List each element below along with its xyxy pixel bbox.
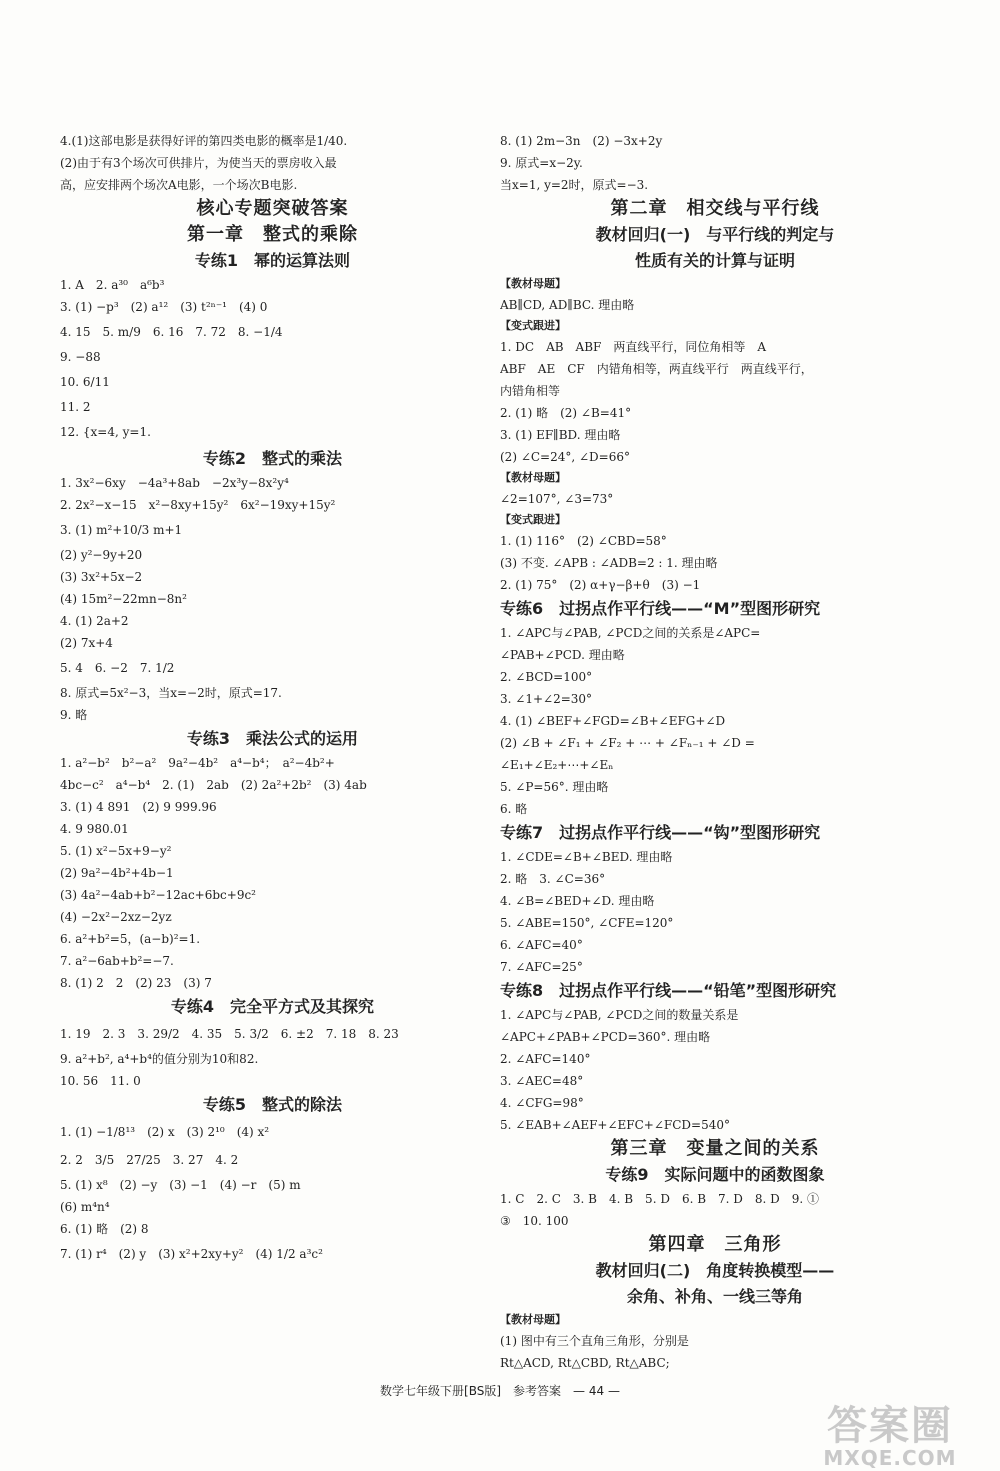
answer-line: 12. {x=4, y=1. [60, 425, 151, 439]
answer-line: 8. (1) 2m−3n (2) −3x+2y [500, 134, 663, 148]
answer-line: ∠2=107°, ∠3=73° [500, 492, 614, 506]
answer-line: 3. (1) m²+10/3 m+1 [60, 523, 183, 537]
answer-line: 1. DC AB ABF 两直线平行，同位角相等 A [500, 340, 767, 354]
answer-line: 4. ∠CFG=98° [500, 1096, 584, 1110]
answer-line: 1. 19 2. 3 3. 29/2 4. 35 5. 3/2 6. ±2 7. 18 8. 23 [60, 1027, 399, 1041]
answer-line: 6. a²+b²=5，(a−b)²=1. [60, 932, 201, 946]
answer-line: (3) 不变. ∠APB : ∠ADB=2 : 1. 理由略 [500, 556, 718, 570]
answer-line: ABF AE CF 内错角相等，两直线平行 两直线平行， [500, 362, 813, 376]
answer-line: ③ 10. 100 [500, 1214, 569, 1228]
answer-line: 当x=1, y=2时，原式=−3. [500, 178, 649, 192]
section-heading: 第四章 三角形 [648, 1234, 782, 1255]
answer-line: (1) 图中有三个直角三角形，分别是 [500, 1334, 689, 1348]
answer-line: (2) 7x+4 [60, 636, 113, 650]
section-heading: 专练1 幂的运算法则 [194, 251, 351, 270]
answer-line: 3. ∠1+∠2=30° [500, 692, 593, 706]
answer-line: 5. (1) x²−5x+9−y² [60, 844, 172, 858]
answer-line: (2) y²−9y+20 [60, 548, 143, 562]
page-footer: 数学七年级下册[BS版] 参考答案 — 44 — [380, 1384, 620, 1398]
answer-line: 2. 2x²−x−15 x²−8xy+15y² 6x²−19xy+15y² [60, 498, 336, 512]
answer-line: 高，应安排两个场次A电影，一个场次B电影. [60, 178, 298, 192]
answer-line: AB∥CD, AD∥BC. 理由略 [500, 298, 635, 312]
left-answer-column [60, 130, 485, 1268]
answer-line: 8. (1) 2 2 (2) 23 (3) 7 [60, 976, 212, 990]
answer-line: Rt△ACD, Rt△CBD, Rt△ABC; [500, 1356, 670, 1370]
answer-line: (4) −2x²−2xz−2yz [60, 910, 172, 924]
answer-line: 2. (1) 略 (2) ∠B=41° [500, 406, 632, 420]
watermark-en: MXQE.COM [823, 1446, 957, 1470]
section-heading: 第一章 整式的乘除 [187, 224, 358, 245]
answer-line: 8. 原式=5x²−3，当x=−2时，原式=17. [60, 686, 282, 700]
answer-line: 3. (1) −p³ (2) a¹² (3) t²ⁿ⁻¹ (4) 0 [60, 300, 268, 314]
answer-line: 4.(1)这部电影是获得好评的第四类电影的概率是1/40. [60, 134, 348, 148]
right-answer-column [500, 130, 930, 1374]
answer-line: 6. ∠AFC=40° [500, 938, 583, 952]
answer-line: 11. 2 [60, 400, 91, 414]
section-heading: 余角、补角、一线三等角 [626, 1287, 803, 1306]
section-heading: 专练4 完全平方式及其探究 [170, 997, 375, 1016]
answer-line: 1. a²−b² b²−a² 9a²−4b² a⁴−b⁴； a²−4b²+ [60, 756, 335, 770]
answer-line: 2. (1) 75° (2) α+γ−β+θ (3) −1 [500, 578, 701, 592]
answer-line: (2)由于有3个场次可供排片，为使当天的票房收入最 [60, 156, 337, 170]
section-heading: 专练7 过拐点作平行线——“钩”型图形研究 [500, 823, 821, 842]
answer-line: 4. 15 5. m/9 6. 16 7. 72 8. −1/4 [60, 325, 283, 339]
answer-line: 4. ∠B=∠BED+∠D. 理由略 [500, 894, 655, 908]
answer-line: 5. (1) x⁸ (2) −y (3) −1 (4) −r (5) m [60, 1178, 301, 1192]
answer-line: 1. 3x²−6xy −4a³+8ab −2x³y−8x²y⁴ [60, 476, 289, 490]
answer-line: (6) m⁴n⁴ [60, 1200, 110, 1214]
answer-line: 6. 略 [500, 802, 528, 816]
section-heading: 教材回归(二) 角度转换模型—— [595, 1261, 835, 1280]
answer-line: 1. (1) −1/8¹³ (2) x (3) 2¹⁰ (4) x² [60, 1125, 270, 1139]
answer-line: 7. a²−6ab+b²=−7. [60, 954, 174, 968]
answer-line: 2. ∠AFC=140° [500, 1052, 591, 1066]
answer-line: 7. (1) r⁴ (2) y (3) x²+2xy+y² (4) 1/2 a³c² [60, 1247, 323, 1261]
section-heading: 专练9 实际问题中的函数图象 [605, 1165, 825, 1184]
section-tag: 【教材母题】 [500, 277, 566, 290]
answer-line: 10. 6/11 [60, 375, 110, 389]
answer-line: 3. ∠AEC=48° [500, 1074, 584, 1088]
answer-line: 9. −88 [60, 350, 101, 364]
answer-line: (2) ∠B + ∠F₁ + ∠F₂ + ⋯ + ∠Fₙ₋₁ + ∠D = [500, 736, 755, 750]
section-heading: 专练2 整式的乘法 [202, 449, 343, 468]
section-heading: 专练6 过拐点作平行线——“M”型图形研究 [500, 599, 821, 618]
section-heading: 核心专题突破答案 [196, 198, 349, 219]
section-heading: 教材回归(一) 与平行线的判定与 [595, 225, 835, 244]
section-heading: 专练5 整式的除法 [202, 1095, 343, 1114]
answer-line: 2. ∠BCD=100° [500, 670, 593, 684]
answer-line: ∠APC+∠PAB+∠PCD=360°. 理由略 [500, 1030, 711, 1044]
answer-line: (3) 4a²−4ab+b²−12ac+6bc+9c² [60, 888, 256, 902]
answer-line: (2) ∠C=24°, ∠D=66° [500, 450, 631, 464]
section-heading: 性质有关的计算与证明 [634, 251, 795, 270]
answer-line: 内错角相等 [500, 384, 561, 398]
watermark-logo [790, 1405, 990, 1469]
answer-line: 5. ∠EAB+∠AEF+∠EFC+∠FCD=540° [500, 1118, 730, 1132]
section-tag: 【教材母题】 [500, 471, 566, 484]
answer-line: (3) 3x²+5x−2 [60, 570, 143, 584]
answer-line: 1. (1) 116° (2) ∠CBD=58° [500, 534, 667, 548]
answer-line: 10. 56 11. 0 [60, 1074, 141, 1088]
answer-line: 4. (1) 2a+2 [60, 614, 129, 628]
answer-line: 9. 原式=x−2y. [500, 156, 583, 170]
section-tag: 【变式跟进】 [500, 319, 566, 332]
answer-line: ∠PAB+∠PCD. 理由略 [500, 648, 625, 662]
answer-line: 5. 4 6. −2 7. 1/2 [60, 661, 175, 675]
answer-line: 1. ∠APC与∠PAB, ∠PCD之间的数量关系是 [500, 1008, 739, 1022]
answer-line: 9. a²+b², a⁴+b⁴的值分别为10和82. [60, 1052, 259, 1066]
answer-line: ∠E₁+∠E₂+⋯+∠Eₙ [500, 758, 614, 772]
answer-line: 4bc−c² a⁴−b⁴ 2. (1) 2ab (2) 2a²+2b² (3) 4ab [60, 778, 367, 792]
answer-line: 4. 9 980.01 [60, 822, 129, 836]
answer-line: 2. 2 3/5 27/25 3. 27 4. 2 [60, 1153, 239, 1167]
answer-line: 5. ∠ABE=150°, ∠CFE=120° [500, 916, 674, 930]
answer-line: 4. (1) ∠BEF+∠FGD=∠B+∠EFG+∠D [500, 714, 726, 728]
answer-line: 1. ∠CDE=∠B+∠BED. 理由略 [500, 850, 673, 864]
answer-line: 2. 略 3. ∠C=36° [500, 872, 606, 886]
watermark-cn: 答案圈 [827, 1403, 953, 1449]
section-heading: 第二章 相交线与平行线 [610, 198, 820, 219]
section-heading: 专练3 乘法公式的运用 [186, 729, 359, 748]
section-tag: 【教材母题】 [500, 1313, 566, 1326]
answer-line: (4) 15m²−22mn−8n² [60, 592, 187, 606]
section-heading: 专练8 过拐点作平行线——“铅笔”型图形研究 [500, 981, 837, 1000]
answer-line: 7. ∠AFC=25° [500, 960, 583, 974]
answer-line: 3. (1) 4 891 (2) 9 999.96 [60, 800, 217, 814]
answer-line: 3. (1) EF∥BD. 理由略 [500, 428, 621, 442]
answer-line: (2) 9a²−4b²+4b−1 [60, 866, 174, 880]
answer-line: 1. C 2. C 3. B 4. B 5. D 6. B 7. D 8. D 9. ① [500, 1192, 820, 1206]
answer-line: 6. (1) 略 (2) 8 [60, 1222, 149, 1236]
section-tag: 【变式跟进】 [500, 513, 566, 526]
answer-line: 9. 略 [60, 708, 88, 722]
answer-line: 1. A 2. a³⁰ a⁶b³ [60, 278, 165, 292]
section-heading: 第三章 变量之间的关系 [610, 1138, 820, 1159]
answer-line: 5. ∠P=56°. 理由略 [500, 780, 609, 794]
answer-line: 1. ∠APC与∠PAB, ∠PCD之间的关系是∠APC= [500, 626, 761, 640]
